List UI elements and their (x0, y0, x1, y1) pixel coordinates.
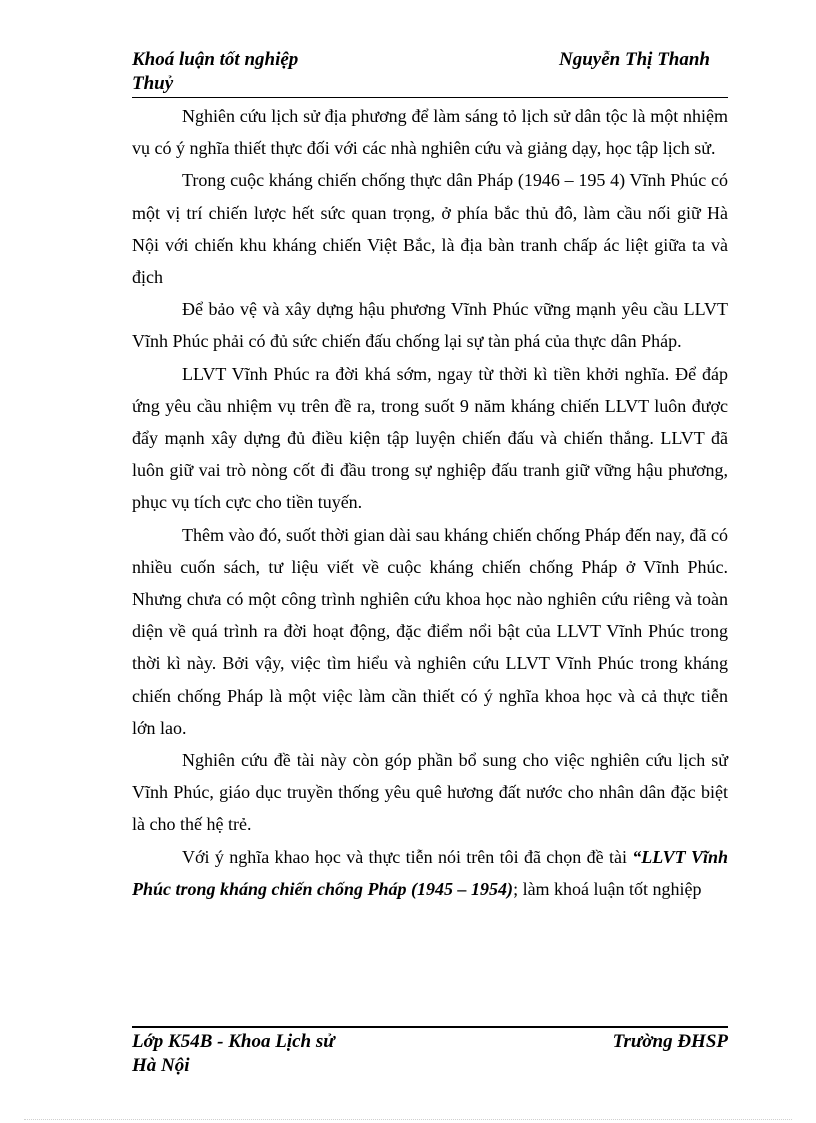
paragraph-7-intro: Với ý nghĩa khao học và thực tiễn nói trên tôi đã chọn đề tài (182, 846, 633, 867)
paragraph-6: Nghiên cứu đề tài này còn góp phần bổ sung cho việc nghiên cứu lịch sử Vĩnh Phúc, giáo dục truyền thống yêu quê hương đất nước cho nhân dân đặc biệt là cho thế hệ trẻ. (132, 750, 728, 835)
footer-divider (132, 1026, 728, 1028)
paragraph-7-ending: ; làm khoá luận tốt nghiệp (513, 878, 702, 899)
header-author-name: Nguyễn Thị Thanh (559, 49, 710, 70)
footer-university: Trường ĐHSP (612, 1031, 728, 1052)
header-document-type: Khoá luận tốt nghiệp (132, 49, 299, 70)
page-bottom-edge (24, 1119, 792, 1120)
document-body (132, 100, 728, 905)
paragraph-4: LLVT Vĩnh Phúc ra đời khá sớm, ngay từ thời kì tiền khởi nghĩa. Để đáp ứng yêu cầu nhiệm vụ trên đề ra, trong suốt 9 năm kháng chiến LLVT luôn được đẩy mạnh xây dựng đủ điều kiện tập luyện chiến đấu và chiến thắng. LLVT đã luôn giữ vai trò nòng cốt đi đầu trong sự nghiệp đấu tranh giữ vững hậu phương, phục vụ tích cực cho tiền tuyến. (132, 363, 728, 513)
page-footer (132, 1030, 728, 1078)
page-header (132, 48, 728, 96)
paragraph-7 (132, 841, 728, 905)
paragraph-1: Nghiên cứu lịch sử địa phương để làm sáng tỏ lịch sử dân tộc là một nhiệm vụ có ý nghĩa thiết thực đối với các nhà nghiên cứu và giảng dạy, học tập lịch sử. (132, 106, 728, 159)
paragraph-5: Thêm vào đó, suốt thời gian dài sau kháng chiến chống Pháp đến nay, đã có nhiều cuốn sách, tư liệu viết về cuộc kháng chiến chống Pháp ở Vĩnh Phúc. Nhưng chưa có một công trình nghiên cứu khoa học nào nghiên cứu riêng và toàn diện về quá trình ra đời hoạt động, đặc điểm nổi bật của LLVT Vĩnh Phúc trong thời kì này. Bởi vậy, việc tìm hiểu và nghiên cứu LLVT Vĩnh Phúc trong kháng chiến chống Pháp là một việc làm cần thiết có ý nghĩa khoa học và cả thực tiễn lớn lao. (132, 524, 728, 738)
header-divider (132, 97, 728, 98)
paragraph-3: Để bảo vệ và xây dựng hậu phương Vĩnh Phúc vững mạnh yêu cầu LLVT Vĩnh Phúc phải có đủ sức chiến đấu chống lại sự tàn phá của thực dân Pháp. (132, 299, 728, 352)
paragraph-2: Trong cuộc kháng chiến chống thực dân Pháp (1946 – 195 4) Vĩnh Phúc có một vị trí chiến lược hết sức quan trọng, ở phía bắc thủ đô, làm cầu nối giữ Hà Nội với chiến khu kháng chiến Việt Bắc, là địa bàn tranh chấp ác liệt giữa ta và địch (132, 170, 728, 288)
header-author-name-continued: Thuỷ (132, 73, 174, 94)
footer-row (132, 1030, 728, 1054)
footer-city: Hà Nội (132, 1055, 190, 1076)
footer-class-faculty: Lớp K54B - Khoa Lịch sử (132, 1031, 335, 1052)
header-row (132, 48, 728, 72)
thesis-title: “LLVT Vĩnh Phúc trong kháng chiến chống Pháp (1945 – 1954) (132, 846, 728, 899)
